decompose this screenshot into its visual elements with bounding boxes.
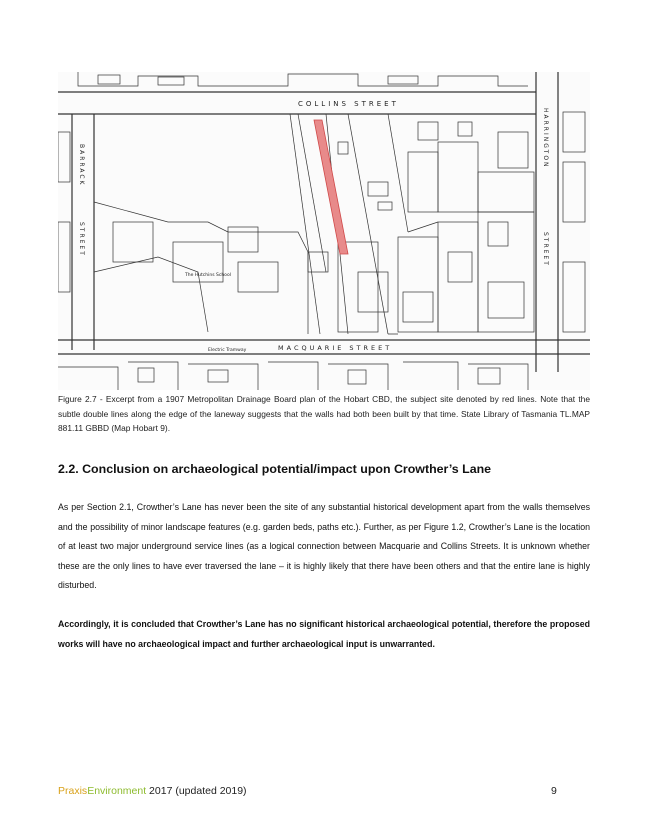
section-heading: 2.2. Conclusion on archaeological potential/impact upon Crowther’s Lane — [58, 462, 492, 476]
macquarie-street-label: MACQUARIE STREET — [278, 344, 393, 352]
footer-brand — [58, 785, 247, 797]
brand-environment: Environment — [87, 785, 147, 797]
electric-tramway-label: Electric Tramway — [208, 348, 247, 353]
harrington-label: HARRINGTON — [542, 108, 549, 169]
harrington-street-label: STREET — [542, 232, 549, 267]
drainage-board-plan — [58, 72, 590, 390]
hutchins-school-label: The Hutchins School — [185, 273, 231, 278]
barrack-street-label: STREET — [78, 222, 85, 257]
page-number: 9 — [551, 785, 557, 797]
body-paragraph-1: As per Section 2.1, Crowther’s Lane has never been the site of any substantial historical development apart from the walls themselves and the possibility of minor landscape features (e.g. garden beds, paths etc.). Further, as per Figure 1.2, Crowther’s Lane is the location of at least two major underground service lines (as a logical connection between Macquarie and Collins Streets. It is unknown whether these are the only lines to have ever traversed the lane – it is highly likely that there have been others and that the entire lane is highly disturbed. — [58, 502, 590, 590]
barrack-label: BARRACK — [78, 144, 85, 187]
figure-caption: Figure 2.7 - Excerpt from a 1907 Metropolitan Drainage Board plan of the Hobart CBD, the subject site denoted by red lines. Note that the subtle double lines along the edge of the laneway suggests that the walls had both been built by that time. State Library of Tasmania TL.MAP 881.11 GBBD (Map Hobart 9). — [58, 394, 590, 434]
brand-praxis: Praxis — [58, 785, 88, 797]
collins-street-label: COLLINS STREET — [298, 100, 399, 108]
conclusion-paragraph: Accordingly, it is concluded that Crowther’s Lane has no significant historical archaeological potential, therefore the proposed works will have no archaeological impact and further archaeological input is unwarranted. — [58, 619, 590, 649]
historical-map-figure — [58, 72, 590, 390]
footer-year: 2017 (updated 2019) — [146, 785, 247, 797]
